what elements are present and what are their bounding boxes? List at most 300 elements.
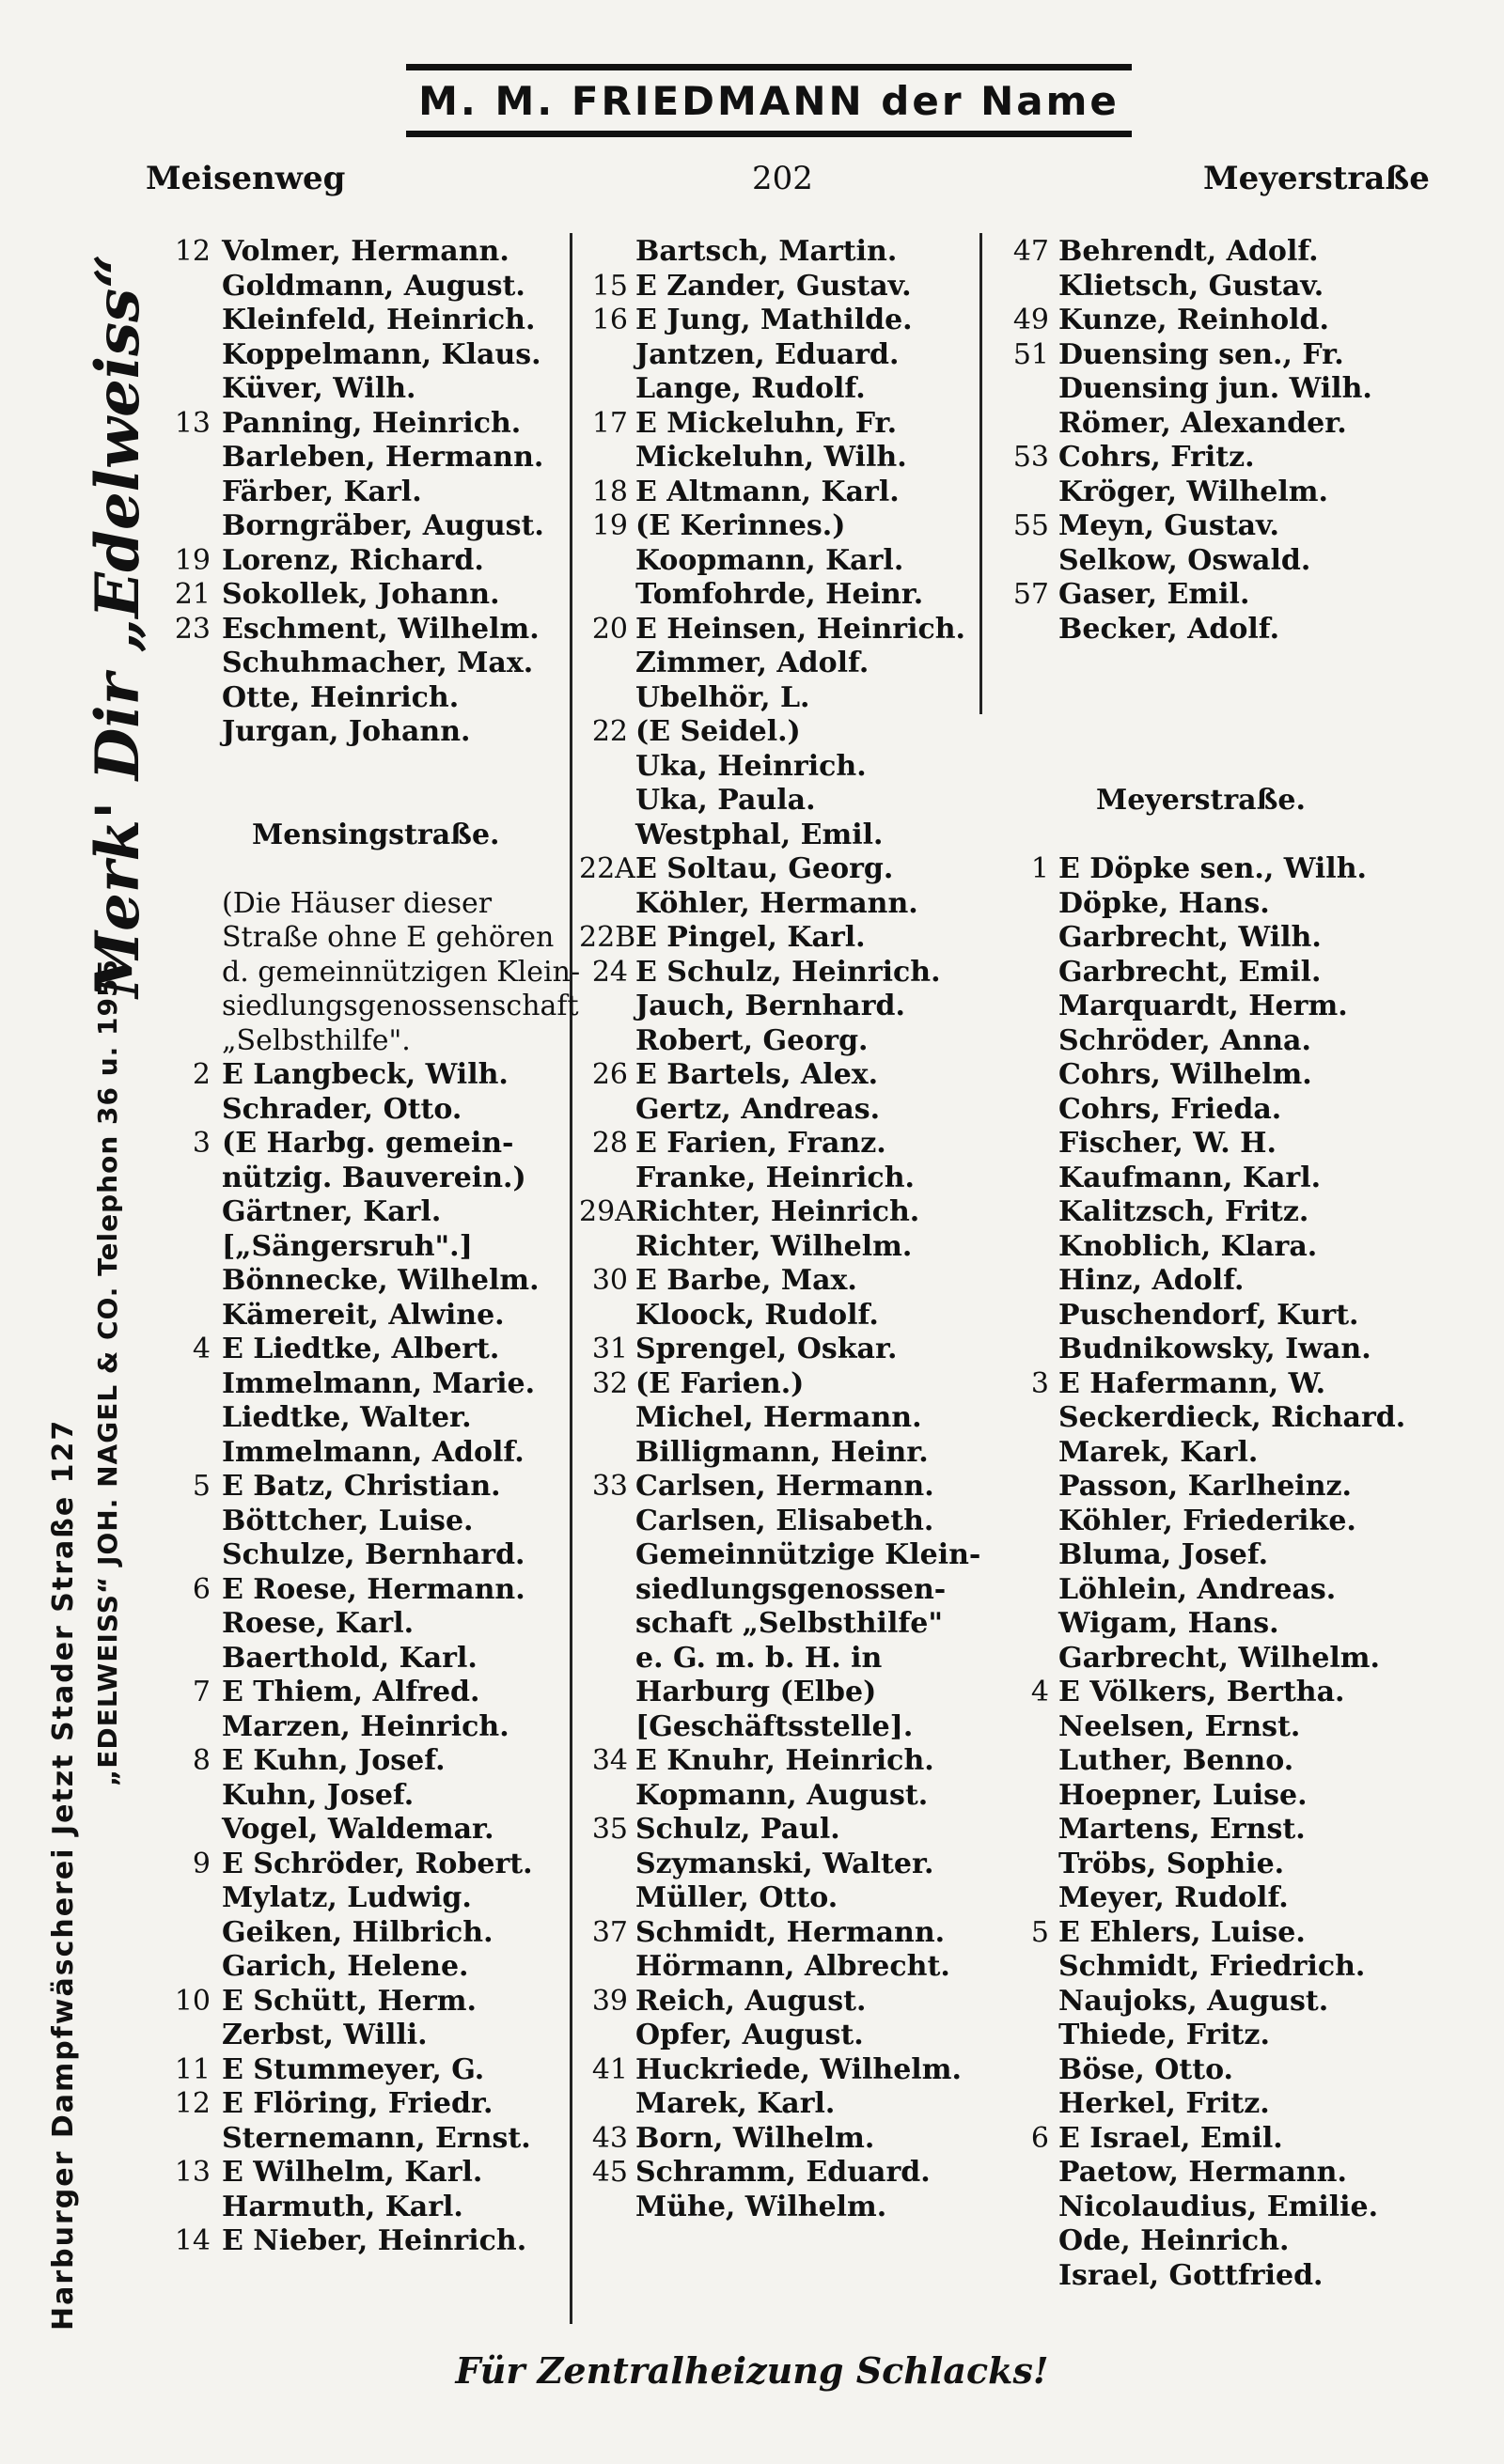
resident-name: Gertz, Andreas. — [635, 1092, 881, 1126]
directory-entry — [579, 2087, 993, 2122]
house-number — [993, 1538, 1058, 1573]
directory-entry — [993, 613, 1463, 647]
resident-name: E Schütt, Herm. — [222, 1984, 477, 2018]
resident-name: Marquardt, Herm. — [1058, 990, 1348, 1022]
resident-name: Meyer, Rudolf. — [1058, 1881, 1289, 1914]
resident-name: Wigam, Hans. — [1058, 1607, 1279, 1640]
house-number — [149, 887, 222, 922]
resident-name: Westphal, Emil. — [635, 818, 884, 851]
resident-name: Eschment, Wilhelm. — [222, 612, 540, 646]
directory-entry — [579, 1230, 993, 1265]
house-number — [579, 1676, 635, 1710]
directory-entry — [579, 1470, 993, 1505]
directory-entry — [149, 1127, 600, 1162]
resident-name: Michel, Hermann. — [635, 1401, 922, 1434]
resident-name: Neelsen, Ernst. — [1058, 1709, 1301, 1743]
directory-entry — [579, 338, 993, 373]
house-number — [579, 1024, 635, 1059]
resident-name: Richter, Heinrich. — [635, 1195, 920, 1228]
resident-name: Zerbst, Willi. — [222, 2019, 428, 2051]
house-number — [993, 819, 1058, 853]
resident-name: E Batz, Christian. — [222, 1470, 501, 1503]
house-number — [579, 1642, 635, 1676]
street-note: siedlungsgenossenschaft — [222, 990, 579, 1022]
directory-entry — [579, 956, 993, 990]
resident-name: Immelmann, Adolf. — [222, 1435, 525, 1469]
resident-name: Küver, Wilh. — [222, 372, 416, 405]
running-head-left: Meisenweg — [146, 160, 346, 197]
directory-entry — [579, 887, 993, 922]
house-number: 53 — [1012, 441, 1049, 474]
house-number — [149, 750, 222, 785]
directory-entry — [149, 1093, 600, 1128]
resident-name: Borngräber, August. — [222, 509, 544, 542]
resident-name: Richter, Wilhelm. — [635, 1229, 913, 1263]
house-number — [579, 1881, 635, 1916]
directory-entry — [149, 1950, 600, 1985]
resident-name: Gemeinnützige Klein- — [635, 1538, 981, 1571]
house-number — [149, 784, 222, 819]
directory-entry — [579, 1093, 993, 1128]
resident-name: Puschendorf, Kurt. — [1058, 1298, 1359, 1332]
house-number: 22 — [591, 715, 628, 748]
house-number — [993, 1058, 1058, 1093]
house-number: 9 — [192, 1847, 211, 1880]
directory-entry — [993, 1813, 1463, 1848]
resident-name: Müller, Otto. — [635, 1881, 838, 1914]
resident-name: Gaser, Emil. — [1058, 578, 1250, 611]
house-number — [579, 1779, 635, 1814]
resident-name: Knoblich, Klara. — [1058, 1229, 1318, 1263]
house-number: 2 — [192, 1058, 211, 1091]
side-advert-line-2: „EDELWEISS“ JOH. NAGEL & CO. Telephon 36 u. 1955 — [92, 959, 123, 1787]
resident-name: Jauch, Bernhard. — [635, 990, 905, 1022]
directory-entry — [993, 1744, 1463, 1779]
directory-entry — [993, 647, 1463, 681]
resident-name: Ubelhör, L. — [635, 680, 810, 714]
resident-name: Koopmann, Karl. — [635, 543, 904, 577]
street-note: „Selbsthilfe". — [222, 1023, 411, 1057]
house-number: 30 — [591, 1264, 628, 1297]
house-number — [149, 1195, 222, 1230]
resident-name: Vogel, Waldemar. — [222, 1813, 494, 1846]
house-number — [149, 1710, 222, 1745]
resident-name: Schrader, Otto. — [222, 1092, 462, 1126]
directory-entry — [579, 1264, 993, 1299]
house-number — [993, 887, 1058, 922]
directory-entry — [993, 2191, 1463, 2225]
directory-entry — [993, 2122, 1463, 2157]
directory-entry — [149, 2053, 600, 2088]
resident-name: Duensing sen., Fr. — [1058, 337, 1344, 371]
directory-entry — [579, 613, 993, 647]
directory-entry — [579, 441, 993, 476]
directory-entry — [579, 304, 993, 338]
directory-entry — [149, 2156, 600, 2191]
house-number — [579, 1093, 635, 1128]
resident-name: Koppelmann, Klaus. — [222, 337, 541, 371]
directory-entry — [993, 715, 1463, 750]
directory-entry — [993, 2053, 1463, 2088]
house-number — [993, 1162, 1058, 1196]
resident-name: Schmidt, Friedrich. — [1058, 1950, 1366, 1983]
house-number — [579, 441, 635, 476]
directory-entry — [149, 270, 600, 304]
house-number — [149, 441, 222, 476]
house-number — [149, 509, 222, 544]
house-number — [993, 1985, 1058, 2020]
resident-name: Mickeluhn, Wilh. — [635, 441, 907, 474]
directory-entry — [579, 1162, 993, 1196]
directory-entry — [993, 750, 1463, 785]
resident-name: Uka, Paula. — [635, 784, 816, 817]
directory-entry — [149, 441, 600, 476]
resident-name: Zimmer, Adolf. — [635, 647, 870, 679]
house-number — [579, 1436, 635, 1471]
house-number: 5 — [1030, 1915, 1049, 1949]
house-number — [993, 1710, 1058, 1745]
directory-entry — [579, 509, 993, 544]
house-number: 12 — [174, 2087, 211, 2120]
house-number — [579, 887, 635, 922]
house-number — [149, 647, 222, 681]
directory-entry — [579, 1127, 993, 1162]
resident-name: Sprengel, Oskar. — [635, 1333, 898, 1365]
house-number: 6 — [1030, 2121, 1049, 2155]
resident-name: Kämereit, Alwine. — [222, 1298, 505, 1332]
resident-name: Bluma, Josef. — [1058, 1538, 1269, 1571]
directory-entry — [993, 1024, 1463, 1059]
house-number: 19 — [591, 509, 628, 542]
house-number — [993, 613, 1058, 647]
footer-advert: Für Zentralheizung Schlacks! — [455, 2349, 1049, 2392]
house-number: 6 — [192, 1572, 211, 1606]
house-number: 13 — [174, 2156, 211, 2189]
house-number: 7 — [192, 1676, 211, 1708]
resident-name: Franke, Heinrich. — [635, 1161, 915, 1194]
resident-name: Kopmann, August. — [635, 1778, 929, 1812]
house-number — [993, 956, 1058, 990]
directory-entry — [579, 2156, 993, 2191]
house-number: 24 — [591, 955, 628, 989]
house-number — [993, 372, 1058, 407]
house-number — [993, 1573, 1058, 1608]
resident-name: Kloock, Rudolf. — [635, 1298, 879, 1332]
publisher-banner — [406, 64, 1132, 137]
directory-entry — [993, 2019, 1463, 2053]
resident-name: Färber, Karl. — [222, 475, 422, 508]
house-number — [579, 2191, 635, 2225]
directory-entry — [579, 1916, 993, 1951]
resident-name: Robert, Georg. — [635, 1023, 869, 1057]
resident-name: Hinz, Adolf. — [1058, 1264, 1245, 1297]
resident-name: E Altmann, Karl. — [635, 475, 900, 508]
house-number: 57 — [1012, 578, 1049, 611]
house-number: 15 — [591, 269, 628, 303]
house-number — [993, 990, 1058, 1024]
resident-name: E Heinsen, Heinrich. — [635, 612, 965, 646]
directory-entry — [579, 1401, 993, 1436]
house-number — [993, 1401, 1058, 1436]
directory-entry — [149, 2191, 600, 2225]
house-number — [579, 1710, 635, 1745]
directory-entry — [579, 1505, 993, 1539]
house-number — [149, 2122, 222, 2157]
street-note: (Die Häuser dieser — [222, 886, 493, 920]
directory-entry — [149, 1470, 600, 1505]
resident-name: E Bartels, Alex. — [635, 1058, 879, 1091]
house-number — [149, 304, 222, 338]
house-number: 39 — [591, 1984, 628, 2018]
directory-entry — [149, 681, 600, 716]
resident-name: Harburg (Elbe) — [635, 1676, 877, 1708]
house-number — [149, 1950, 222, 1985]
directory-entry — [993, 1162, 1463, 1196]
house-number: 3 — [1030, 1366, 1049, 1400]
house-number — [149, 270, 222, 304]
house-number: 13 — [174, 406, 211, 440]
directory-entry — [149, 1881, 600, 1916]
directory-entry — [149, 990, 600, 1024]
resident-name: Uka, Heinrich. — [635, 749, 867, 783]
resident-name: (E Harbg. gemein- — [222, 1127, 514, 1160]
directory-entry — [149, 1916, 600, 1951]
directory-entry — [993, 1058, 1463, 1093]
resident-name: [Geschäftsstelle]. — [635, 1709, 914, 1743]
house-number — [993, 750, 1058, 785]
house-number — [993, 1470, 1058, 1505]
directory-entry — [993, 2156, 1463, 2191]
house-number — [579, 1401, 635, 1436]
directory-entry — [993, 1230, 1463, 1265]
directory-entry — [993, 1264, 1463, 1299]
resident-name: Liedtke, Walter. — [222, 1401, 472, 1434]
resident-name: Schröder, Anna. — [1058, 1023, 1311, 1057]
directory-entry — [579, 2053, 993, 2088]
house-number — [149, 681, 222, 716]
house-number — [579, 1162, 635, 1196]
directory-entry — [579, 750, 993, 785]
house-number — [579, 2087, 635, 2122]
directory-entry — [993, 784, 1463, 819]
directory-entry — [149, 750, 600, 785]
resident-name: Cohrs, Frieda. — [1058, 1092, 1282, 1126]
house-number — [993, 2087, 1058, 2122]
directory-entry — [993, 407, 1463, 442]
resident-name: Sokollek, Johann. — [222, 578, 500, 611]
house-number — [993, 715, 1058, 750]
directory-entry — [579, 681, 993, 716]
house-number — [993, 681, 1058, 716]
directory-entry — [579, 1299, 993, 1333]
directory-entry — [579, 921, 993, 956]
resident-name: Köhler, Friederike. — [1058, 1504, 1356, 1537]
directory-entry — [149, 1264, 600, 1299]
resident-name: E Soltau, Georg. — [635, 852, 894, 885]
house-number — [149, 1024, 222, 1059]
resident-name: Bönnecke, Wilhelm. — [222, 1264, 540, 1297]
column-left — [149, 235, 600, 2259]
house-number: 17 — [591, 406, 628, 440]
directory-entry — [993, 681, 1463, 716]
house-number: 26 — [591, 1058, 628, 1091]
resident-name: E Liedtke, Albert. — [222, 1333, 500, 1365]
resident-name: Billigmann, Heinr. — [635, 1435, 929, 1469]
resident-name: Meyn, Gustav. — [1058, 509, 1279, 542]
house-number — [149, 2019, 222, 2053]
directory-entry — [579, 1950, 993, 1985]
directory-entry — [579, 1779, 993, 1814]
directory-entry — [149, 1710, 600, 1745]
resident-name: Thiede, Fritz. — [1058, 2019, 1270, 2051]
directory-entry — [149, 304, 600, 338]
house-number: 32 — [591, 1366, 628, 1400]
directory-entry — [993, 235, 1463, 270]
house-number: 1 — [1030, 852, 1049, 885]
house-number — [149, 1401, 222, 1436]
directory-entry — [579, 715, 993, 750]
house-number — [579, 1230, 635, 1265]
resident-name: Budnikowsky, Iwan. — [1058, 1333, 1371, 1365]
directory-entry — [149, 407, 600, 442]
house-number: 47 — [1012, 235, 1049, 268]
resident-name: E Pingel, Karl. — [635, 921, 866, 954]
house-number — [149, 1538, 222, 1573]
directory-entry — [149, 715, 600, 750]
house-number — [993, 2224, 1058, 2259]
directory-entry — [149, 2087, 600, 2122]
directory-entry — [993, 990, 1463, 1024]
resident-name: Marek, Karl. — [1058, 1435, 1259, 1469]
house-number — [579, 681, 635, 716]
directory-entry — [579, 1607, 993, 1642]
resident-name: E Thiem, Alfred. — [222, 1676, 480, 1708]
house-number — [993, 921, 1058, 956]
resident-name: Schuhmacher, Max. — [222, 647, 534, 679]
directory-entry — [149, 1195, 600, 1230]
directory-entry — [993, 1333, 1463, 1367]
resident-name: Ode, Heinrich. — [1058, 2224, 1290, 2257]
resident-name: Carlsen, Hermann. — [635, 1470, 934, 1503]
house-number — [993, 2156, 1058, 2191]
resident-name: Tomfohrde, Heinr. — [635, 578, 924, 611]
side-advert-line-1: Harburger Dampfwäscherei Jetzt Stader Straße 127 — [47, 1418, 80, 2331]
resident-name: Lange, Rudolf. — [635, 372, 866, 405]
resident-name: Löhlein, Andreas. — [1058, 1572, 1337, 1606]
directory-entry — [149, 1024, 600, 1059]
directory-entry — [149, 1230, 600, 1265]
directory-entry — [993, 1367, 1463, 1402]
directory-entry — [579, 1881, 993, 1916]
resident-name: Selkow, Oswald. — [1058, 543, 1311, 577]
resident-name: E Roese, Hermann. — [222, 1572, 525, 1606]
directory-entry — [149, 509, 600, 544]
resident-name: Schulze, Bernhard. — [222, 1538, 525, 1571]
house-number: 28 — [591, 1127, 628, 1160]
house-number — [149, 1436, 222, 1471]
directory-entry — [149, 235, 600, 270]
directory-entry — [993, 2087, 1463, 2122]
resident-name: Huckriede, Wilhelm. — [635, 2052, 962, 2086]
directory-entry — [149, 1505, 600, 1539]
house-number: 19 — [174, 543, 211, 577]
directory-entry — [579, 1195, 993, 1230]
house-number — [993, 1950, 1058, 1985]
resident-name: Born, Wilhelm. — [635, 2121, 875, 2155]
resident-name: Gärtner, Karl. — [222, 1195, 442, 1228]
directory-entry — [579, 852, 993, 887]
resident-name: E Wilhelm, Karl. — [222, 2156, 483, 2189]
resident-name: siedlungsgenossen- — [635, 1572, 947, 1606]
house-number — [993, 1299, 1058, 1333]
directory-entry — [993, 1779, 1463, 1814]
resident-name: Klietsch, Gustav. — [1058, 269, 1324, 303]
resident-name: Kleinfeld, Heinrich. — [222, 304, 536, 336]
directory-entry — [149, 1162, 600, 1196]
resident-name: Marzen, Heinrich. — [222, 1709, 509, 1743]
resident-name: Cohrs, Wilhelm. — [1058, 1058, 1312, 1091]
directory-entry — [579, 1985, 993, 2020]
house-number — [149, 476, 222, 510]
column-right — [993, 235, 1463, 2293]
resident-name: Schmidt, Hermann. — [635, 1915, 946, 1949]
directory-entry — [579, 1676, 993, 1710]
resident-name: E Israel, Emil. — [1058, 2121, 1283, 2155]
directory-entry — [579, 1848, 993, 1882]
house-number: 21 — [174, 578, 211, 611]
house-number: 43 — [591, 2121, 628, 2155]
house-number: 12 — [174, 235, 211, 268]
resident-name: Römer, Alexander. — [1058, 406, 1347, 440]
directory-entry — [579, 1744, 993, 1779]
resident-name: Opfer, August. — [635, 2019, 864, 2051]
running-head-right: Meyerstraße — [1203, 160, 1430, 197]
directory-entry — [149, 1813, 600, 1848]
resident-name: (E Farien.) — [635, 1366, 805, 1400]
house-number — [149, 1779, 222, 1814]
house-number — [579, 647, 635, 681]
house-number — [993, 2191, 1058, 2225]
directory-entry — [579, 2191, 993, 2225]
directory-entry — [993, 338, 1463, 373]
resident-name: Mühe, Wilhelm. — [635, 2190, 887, 2223]
house-number — [149, 1162, 222, 1196]
resident-name: Kaufmann, Karl. — [1058, 1161, 1322, 1194]
house-number — [149, 956, 222, 990]
resident-name: Garbrecht, Wilh. — [1058, 921, 1322, 954]
street-note: Straße ohne E gehören — [222, 921, 555, 954]
house-number: 35 — [591, 1813, 628, 1846]
house-number: 22B — [579, 921, 636, 954]
directory-entry — [579, 407, 993, 442]
directory-entry — [993, 509, 1463, 544]
directory-entry — [993, 578, 1463, 613]
directory-entry — [149, 1573, 600, 1608]
house-number — [149, 1916, 222, 1951]
house-number — [149, 1642, 222, 1676]
resident-name: Szymanski, Walter. — [635, 1847, 934, 1880]
directory-entry — [149, 921, 600, 956]
resident-name: Mylatz, Ludwig. — [222, 1881, 472, 1914]
directory-entry — [149, 578, 600, 613]
house-number — [993, 544, 1058, 579]
house-number — [993, 2259, 1058, 2294]
house-number — [149, 372, 222, 407]
resident-name: Herkel, Fritz. — [1058, 2087, 1270, 2120]
resident-name: E Barbe, Max. — [635, 1264, 857, 1297]
resident-name: Sternemann, Ernst. — [222, 2121, 531, 2155]
directory-entry — [579, 1058, 993, 1093]
